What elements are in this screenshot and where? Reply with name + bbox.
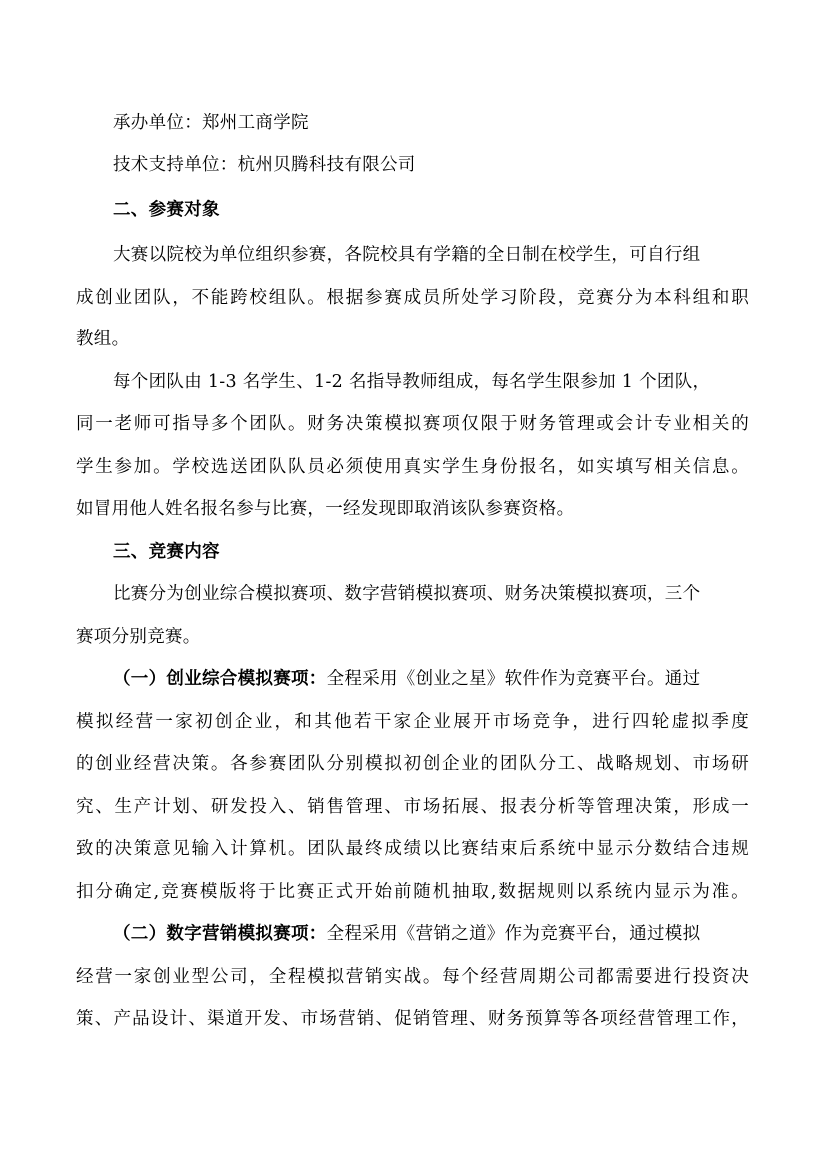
section3-heading: 三、竞赛内容 [113, 542, 220, 562]
item2-line3: 策、产品设计、渠道开发、市场营销、促销管理、财务预算等各项经营管理工作， [76, 1009, 749, 1029]
section2-p2-line1: 每个团队由 1-3 名学生、1-2 名指导教师组成，每名学生限参加 1 个团队， [113, 372, 711, 392]
section2-p2-line4: 如冒用他人姓名报名参与比赛，一经发现即取消该队参赛资格。 [76, 499, 575, 519]
item1-label: （一）创业综合模拟赛项： [113, 669, 327, 689]
item2-label: （二）数字营销模拟赛项： [113, 924, 327, 944]
item1-line5: 致的决策意见输入计算机。团队最终成绩以比赛结束后系统中显示分数结合违规 [76, 839, 749, 859]
section2-p2-line3: 学生参加。学校选送团队队员必须使用真实学生身份报名，如实填写相关信息。 [76, 457, 749, 477]
item2-line2: 经营一家创业型公司，全程模拟营销实战。每个经营周期公司都需要进行投资决 [76, 967, 749, 987]
section2-p1-line1: 大赛以院校为单位组织参赛，各院校具有学籍的全日制在校学生，可自行组 [113, 245, 701, 265]
section3-p1-line1: 比赛分为创业综合模拟赛项、数字营销模拟赛项、财务决策模拟赛项，三个 [113, 584, 701, 604]
section2-p1-line3: 教组。 [76, 329, 130, 349]
section2-p2-line2: 同一老师可指导多个团队。财务决策模拟赛项仅限于财务管理或会计专业相关的 [76, 414, 749, 434]
item1-line6: 扣分确定,竞赛模版将于比赛正式开始前随机抽取,数据规则以系统内显示为准。 [76, 882, 749, 902]
section2-heading: 二、参赛对象 [113, 200, 220, 220]
section3-p1-line2: 赛项分别竞赛。 [76, 627, 201, 647]
section2-p1-line2: 成创业团队，不能跨校组队。根据参赛成员所处学习阶段，竞赛分为本科组和职 [76, 288, 749, 308]
item2-first-rest: 全程采用《营销之道》作为竞赛平台，通过模拟 [326, 924, 701, 944]
organizer-line: 承办单位：郑州工商学院 [113, 113, 309, 133]
item1-first-line [113, 667, 700, 691]
item1-first-rest: 全程采用《创业之星》软件作为竞赛平台。通过 [326, 669, 701, 689]
item2-first-line [113, 922, 700, 946]
tech-support-line: 技术支持单位：杭州贝腾科技有限公司 [113, 155, 416, 175]
item1-line4: 究、生产计划、研发投入、销售管理、市场拓展、报表分析等管理决策，形成一 [76, 797, 749, 817]
item1-line2: 模拟经营一家初创企业，和其他若干家企业展开市场竞争，进行四轮虚拟季度 [76, 712, 749, 732]
item1-line3: 的创业经营决策。各参赛团队分别模拟初创企业的团队分工、战略规划、市场研 [76, 754, 749, 774]
